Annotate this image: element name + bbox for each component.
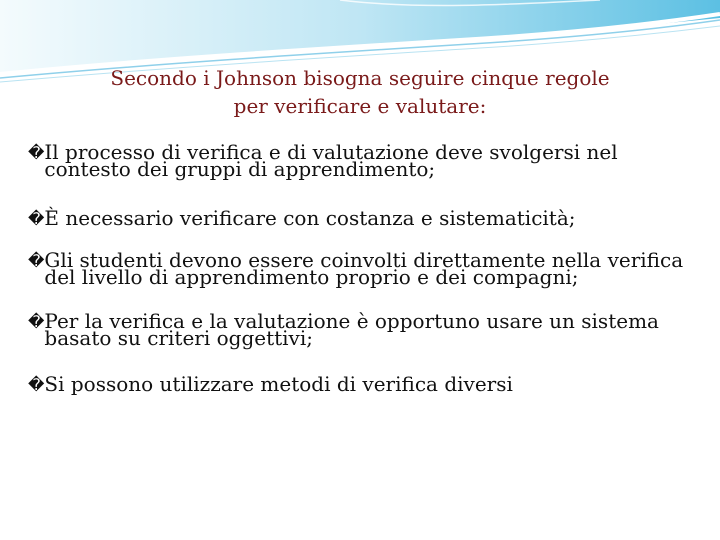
bullet-item: [28, 140, 708, 181]
bullet-text: È necessario verificare con costanza e sistematicità;: [44, 206, 576, 230]
bullet-marker-icon: �: [28, 251, 45, 270]
bullet-text: Si possono utilizzare metodi di verifica diversi: [44, 372, 513, 396]
bullet-list: [28, 140, 708, 396]
bullet-item: [28, 309, 708, 350]
bullet-marker-icon: �: [28, 209, 45, 228]
bullet-item: [28, 372, 708, 396]
bullet-marker-icon: �: [28, 143, 45, 162]
slide-title: [40, 64, 680, 120]
bullet-marker-icon: �: [28, 375, 45, 394]
bullet-text: Per la verifica e la valutazione è opportuno usare un sistema basato su criteri oggettivi;: [44, 309, 659, 350]
bullet-marker-icon: �: [28, 312, 45, 331]
slide-title-line-2: per verificare e valutare:: [233, 94, 487, 118]
bullet-item: [28, 248, 708, 289]
bullet-item: [28, 206, 708, 230]
slide-title-line-1: Secondo i Johnson bisogna seguire cinque regole: [110, 66, 610, 90]
bullet-text: Il processo di verifica e di valutazione deve svolgersi nel contesto dei gruppi di apprendimento;: [44, 140, 618, 181]
bullet-text: Gli studenti devono essere coinvolti direttamente nella verifica del livello di apprendimento proprio e dei compagni;: [44, 248, 684, 289]
